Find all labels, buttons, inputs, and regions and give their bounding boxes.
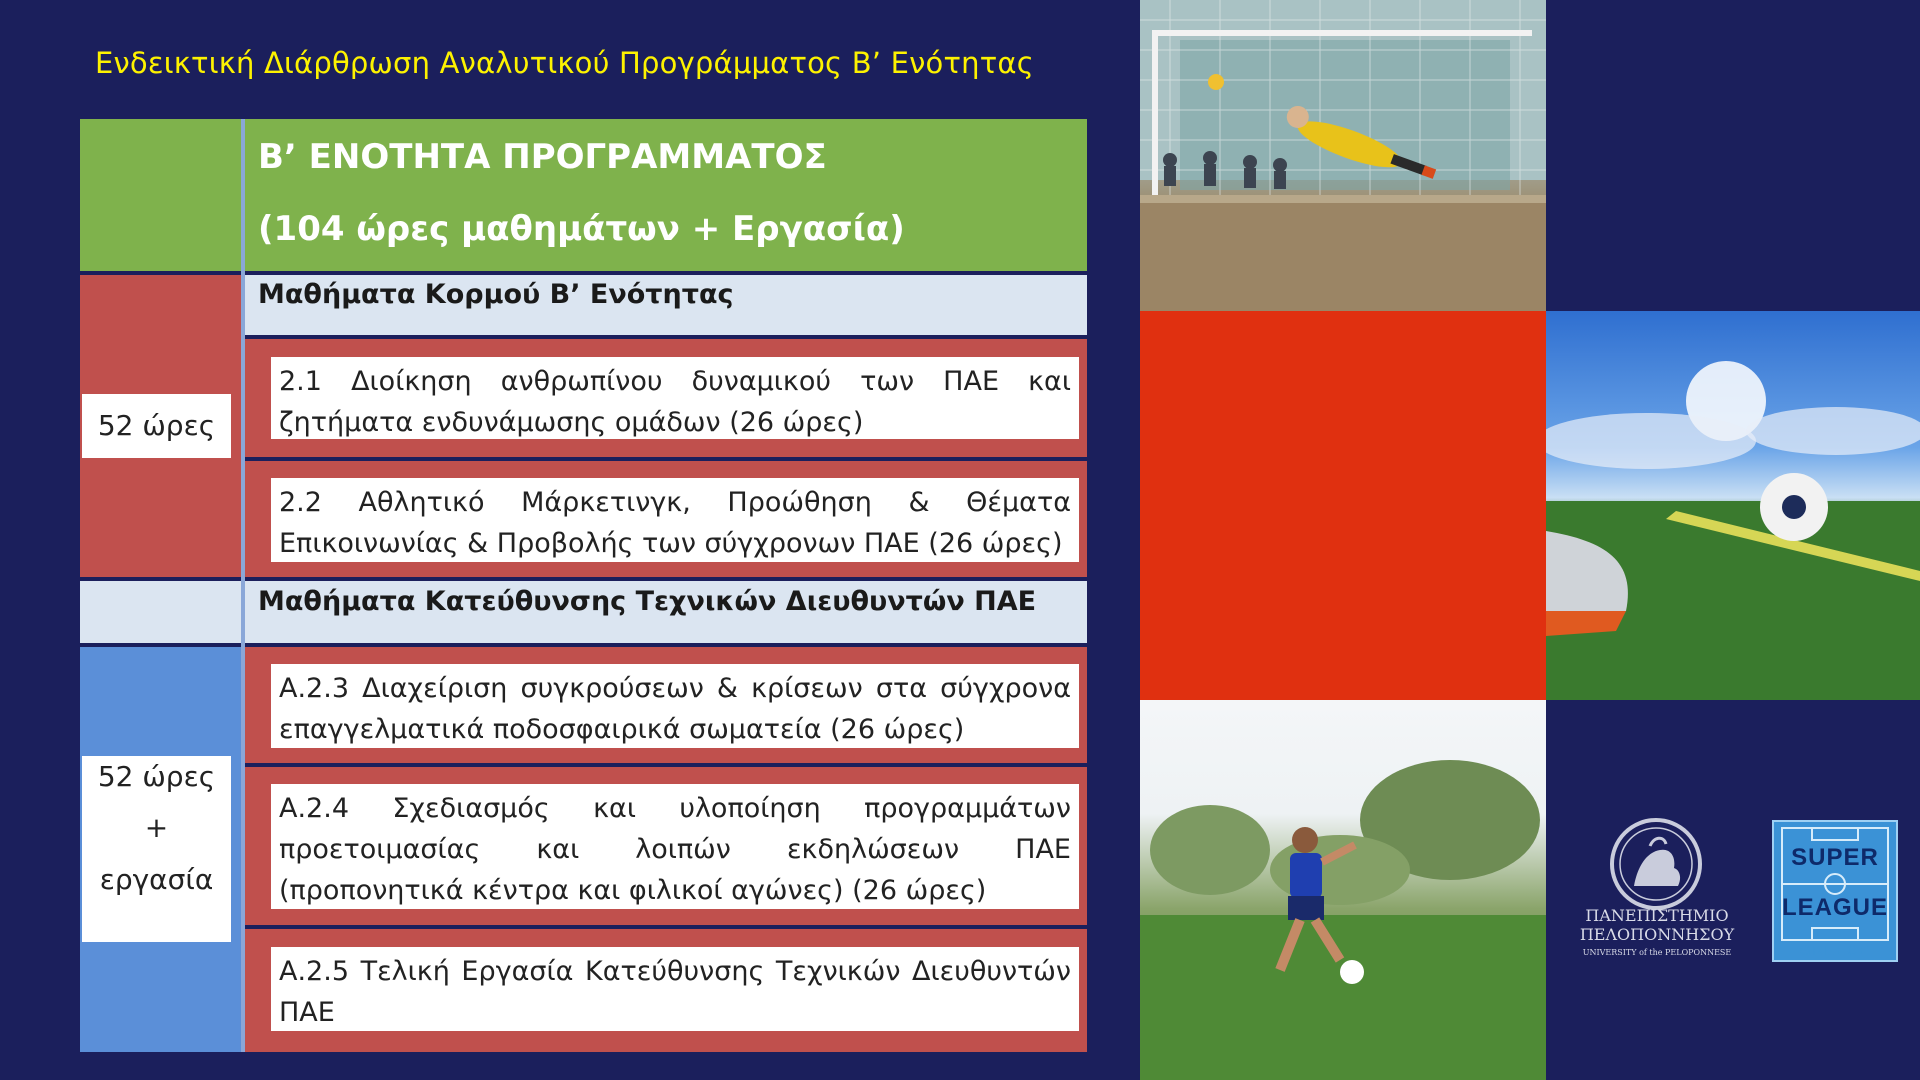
- header-title: Β’ ΕΝΟΤΗΤΑ ΠΡΟΓΡΑΜΜΑΤΟΣ: [258, 137, 827, 177]
- player-illustration: [1140, 700, 1546, 1080]
- league-text-greece: GREECE: [1799, 942, 1871, 958]
- player-kicking-photo: [1140, 700, 1546, 1080]
- league-text-super: SUPER: [1791, 844, 1879, 871]
- direction-hours-line3: εργασία: [99, 863, 214, 896]
- league-field-icon: [1774, 822, 1896, 960]
- core-hours-label: 52 ώρες: [82, 394, 231, 458]
- football-illustration: [1546, 311, 1920, 700]
- course-2-1: 2.1 Διοίκηση ανθρωπίνου δυναμικού των ΠΑΕ και ζητήματα ενδυνάμωσης ομάδων (26 ώρες): [271, 357, 1079, 439]
- core-section-title: Μαθήματα Κορμού Β’ Ενότητας: [258, 279, 734, 310]
- university-name-line2: ΠΕΛΟΠΟΝΝΗΣΟΥ: [1579, 925, 1735, 944]
- course-2-2: 2.2 Αθλητικό Μάρκετινγκ, Προώθηση & Θέματα Επικοινωνίας & Προβολής των σύγχρονων ΠΑΕ (26 ώρες): [271, 478, 1079, 562]
- direction-section-left: [80, 581, 241, 643]
- course-a-2-4: Α.2.4 Σχεδιασμός και υλοποίηση προγραμμάτων προετοιμασίας και λοιπών εκδηλώσεων ΠΑΕ (προπονητικά κέντρα και φιλικοί αγώνες) (26 ώρες): [271, 784, 1079, 909]
- university-name-line1: ΠΑΝΕΠΙΣΤΗΜΙΟ: [1585, 906, 1729, 925]
- table-column-divider: [241, 119, 245, 1052]
- university-name-line3: UNIVERSITY of the PELOPONNESE: [1582, 948, 1732, 957]
- football-pitch-photo: [1546, 311, 1920, 700]
- direction-section-title: Μαθήματα Κατεύθυνσης Τεχνικών Διευθυντών ΠΑΕ: [258, 586, 1037, 617]
- university-seal-icon: [1604, 816, 1708, 912]
- goalkeeper-illustration: [1140, 0, 1546, 311]
- header-subtitle: (104 ώρες μαθημάτων + Εργασία): [258, 209, 905, 249]
- course-a-2-5: Α.2.5 Τελική Εργασία Κατεύθυνσης Τεχνικών Διευθυντών ΠΑΕ: [271, 947, 1079, 1031]
- direction-hours-plus: +: [144, 811, 169, 844]
- direction-hours-label: [82, 756, 231, 942]
- super-league-logo: [1772, 820, 1898, 962]
- direction-hours-line1: 52 ώρες: [97, 760, 216, 793]
- accent-color-block: [1140, 311, 1546, 700]
- slide-title: Ενδεικτική Διάρθρωση Αναλυτικού Προγράμματος Β’ Ενότητας: [95, 46, 1034, 80]
- course-a-2-3: Α.2.3 Διαχείριση συγκρούσεων & κρίσεων στα σύγχρονα επαγγελματικά ποδοσφαιρικά σωματεία (26 ώρες): [271, 664, 1079, 748]
- league-text-league: LEAGUE: [1781, 894, 1888, 921]
- goalkeeper-photo: [1140, 0, 1546, 311]
- header-left-cell: [80, 119, 241, 271]
